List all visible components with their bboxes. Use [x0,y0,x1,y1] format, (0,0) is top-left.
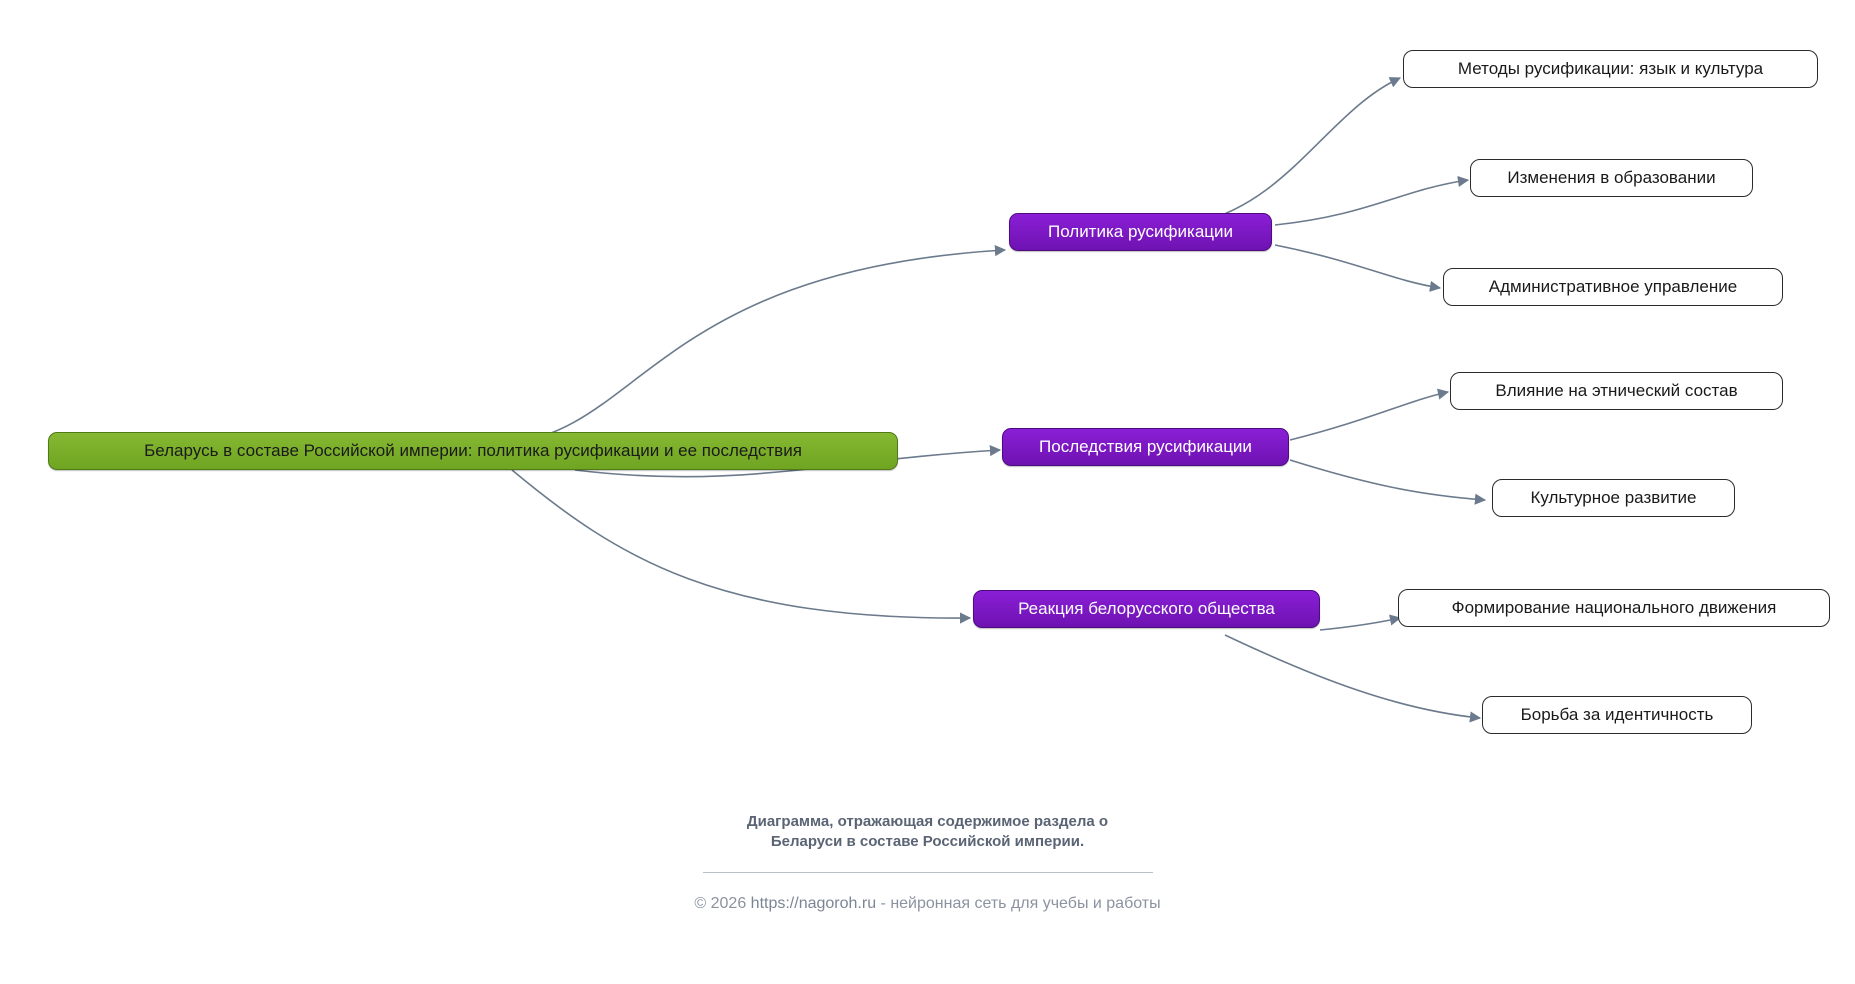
node-leaf-1-2[interactable] [1470,159,1753,197]
node-leaf-3-2[interactable] [1482,696,1752,734]
node-branch-1[interactable] [1009,213,1272,251]
node-branch-1-label: Политика русификации [1047,222,1234,242]
footer-site-link[interactable]: https://nagoroh.ru [750,895,877,912]
edge-branch-2-leaf-2 [1290,460,1485,500]
footer-tagline: - нейронная сеть для учебы и работы [876,895,1161,912]
diagram-caption [0,812,1855,853]
edge-branch-3-leaf-2 [1225,635,1480,718]
node-leaf-1-3-label: Административное управление [1488,277,1738,297]
edge-root-branch-1 [510,250,1005,443]
caption-line-2: Беларуси в составе Российской империи. [770,833,1085,851]
node-branch-2[interactable] [1002,428,1289,466]
edge-branch-1-leaf-3 [1275,245,1440,288]
node-leaf-2-1[interactable] [1450,372,1783,410]
node-branch-2-label: Последствия русификации [1039,437,1252,457]
node-root[interactable] [48,432,898,470]
edge-branch-1-leaf-1 [1200,78,1400,222]
node-leaf-3-1-label: Формирование национального движения [1451,598,1777,618]
node-branch-3-label: Реакция белорусского общества [1018,599,1275,619]
edge-branch-3-leaf-1 [1320,618,1400,630]
node-leaf-1-1-label: Методы русификации: язык и культура [1457,59,1764,79]
edge-root-branch-3 [512,470,970,618]
footer [0,895,1855,913]
footer-copyright: © 2026 [694,895,751,912]
caption-line-1: Диаграмма, отражающая содержимое раздела о [746,813,1109,830]
node-leaf-3-2-label: Борьба за идентичность [1520,705,1714,725]
node-root-label: Беларусь в составе Российской империи: политика русификации и ее последствия [144,441,802,461]
node-branch-3[interactable] [973,590,1320,628]
caption-divider [703,872,1153,873]
edge-branch-2-leaf-1 [1290,392,1448,440]
node-leaf-1-3[interactable] [1443,268,1783,306]
node-leaf-2-1-label: Влияние на этнический состав [1495,381,1738,401]
node-leaf-1-2-label: Изменения в образовании [1507,168,1716,188]
node-leaf-2-2[interactable] [1492,479,1735,517]
edge-branch-1-leaf-2 [1275,180,1468,225]
node-leaf-3-1[interactable] [1398,589,1830,627]
node-leaf-2-2-label: Культурное развитие [1530,488,1697,508]
node-leaf-1-1[interactable] [1403,50,1818,88]
